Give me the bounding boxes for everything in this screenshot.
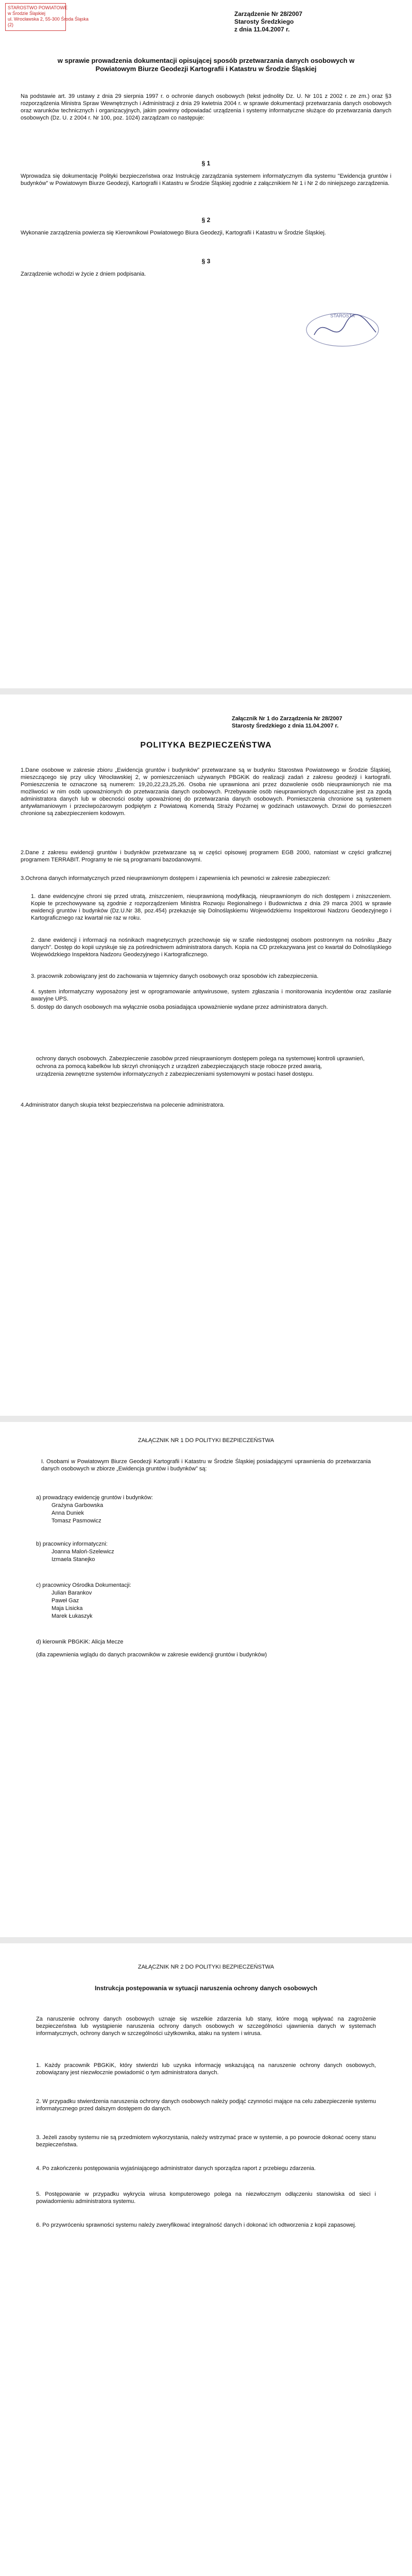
annex-2-header: ZAŁĄCZNIK NR 2 DO POLITYKI BEZPIECZEŃSTWA (138, 1964, 274, 1970)
list-item: Maja Lisicka (52, 1605, 83, 1612)
policy-item-5: 5. dostęp do danych osobowych ma wyłącznie osoba posiadająca upoważnienie wydane przez administratora danych. (31, 1004, 328, 1010)
policy-item-2: 2. dane ewidencji i informacji na nośnikach magnetycznych przechowuje się w szafie niedostępnej osobom postronnym na nośniku „Bazy danych”. Dostęp do kopii uzyskuje się za pośrednictwem administratora danych. Kopia na CD przekazywana jest co kwartał do Dolnośląskiego Wojewódzkiego Inspektora Nadzoru Geodezyjnego i Kartograficznego. (31, 937, 391, 958)
policy-para-2: 2.Dane z zakresu ewidencji gruntów i budynków przetwarzane są w części opisowej programem EGB 2000, natomiast w części graficznej programem TERRABIT. Programy te nie są programami bazodanowymi. (21, 850, 391, 863)
policy-item-3: 3. pracownik zobowiązany jest do zachowania w tajemnicy danych osobowych oraz sposobów ich zabezpieczenia. (31, 973, 319, 979)
annex-1-header: ZAŁĄCZNIK NR 1 DO POLITYKI BEZPIECZEŃSTWA (138, 1437, 274, 1444)
page-separator (0, 1416, 412, 1422)
paragraph-1: Wprowadza się dokumentację Polityki bezpieczeństwa oraz Instrukcję zarządzania systemem informatycznym dla systemu "Ewidencja gruntów i budynków" w Powiatowym Biurze Geodezji, Kartografii i Katastru w Środzie Śląskiej zgodnie z załącznikiem Nr 1 i Nr 2 do niniejszego zarządzenia. (21, 173, 391, 187)
authorized-note: (dla zapewnienia wglądu do danych pracowników w zakresie ewidencji gruntów i budynków) (36, 1652, 267, 1658)
list-item: Marek Łukaszyk (52, 1613, 93, 1619)
policy-sublist (36, 1055, 386, 1078)
authorized-group-c: c) pracownicy Ośrodka Dokumentacji: Julian Barankov Paweł Gaz Maja Lisicka Marek Łukaszyk (36, 1582, 386, 1620)
policy-para-3: 3.Ochrona danych informatycznych przed nieuprawnionym dostępem i zapewnienia ich pewności w zakresie zabezpieczeń: (21, 875, 331, 882)
page-2 (0, 694, 412, 1416)
document-header: Zarządzenie Nr 28/2007 Starosty Średzkiego z dnia 11.04.2007 r. (234, 10, 303, 33)
svg-text:STAROSTA: STAROSTA (330, 313, 355, 318)
list-item: Tomasz Pasmowicz (52, 1518, 101, 1524)
authorized-group-b: b) pracownicy informatyczni: Joanna Maloń-Szelewicz Izmaela Stanejko (36, 1540, 386, 1564)
list-item: ochrona za pomocą kabelków lub skrzyń chroniących z urządzeń zabezpieczających stacje robocze przed awarią, (36, 1063, 322, 1070)
list-item: Paweł Gaz (52, 1598, 79, 1604)
policy-title: POLITYKA BEZPIECZEŃSTWA (140, 741, 272, 750)
paragraph-3: Zarządzenie wchodzi w życie z dniem podpisania. (21, 271, 146, 277)
section-2: § 2 (201, 216, 211, 224)
preamble: Na podstawie art. 39 ustawy z dnia 29 sierpnia 1997 r. o ochronie danych osobowych (tekst jednolity Dz. U. Nr 101 z 2002 r. ze zm.) oraz §3 rozporządzenia Ministra Spraw Wewnętrznych i Administracji z dnia 29 kwietnia 2004 r. w sprawie dokumentacji przetwarzania danych osobowych oraz warunków technicznych i organizacyjnych, jakim powinny odpowiadać urządzenia i systemy informatyczne służące do przetwarzania danych osobowych (Dz. U. z 2004 r. Nr 100, poz. 1024) zarządzam co następuje: (21, 93, 391, 121)
authorized-group-a: a) prowadzący ewidencję gruntów i budynków: Grażyna Garbowska Anna Duniek Tomasz Pasmowicz (36, 1494, 386, 1525)
page-separator (0, 1937, 412, 1943)
policy-item-4: 4. system informatyczny wyposażony jest w oprogramowanie antywirusowe, system zgłaszania i monitorowania incydentów oraz zasilanie awaryjne UPS. (31, 989, 391, 1002)
incident-para-1: 1. Każdy pracownik PBGKiK, który stwierdzi lub uzyska informację wskazującą na naruszenie ochrony danych osobowych, zobowiązany jest niezwłocznie powiadomić o tym administratora danych. (36, 2062, 376, 2076)
authorized-group-d: d) kierownik PBGKiK: Alicja Mecze (36, 1639, 124, 1645)
policy-closing: 4.Administrator danych skupia tekst bezpieczeństwa na polecenie administratora. (21, 1102, 225, 1108)
incident-para-5: 5. Postępowanie w przypadku wykrycia wirusa komputerowego polega na niezwłocznym odłączeniu stanowiska od sieci i powiadomieniu administratora systemu. (36, 2191, 376, 2205)
incident-para-2: 2. W przypadku stwierdzenia naruszenia ochrony danych osobowych należy podjąć czynności mające na celu zabezpieczenie systemu informatycznego przed dalszym dostępem do danych. (36, 2098, 376, 2112)
document-subject: w sprawie prowadzenia dokumentacji opisującej sposób przetwarzania danych osobowych w Powiatowym Biurze Geodezji Kartografii i Katastru w Środzie Śląskiej (57, 57, 355, 73)
incident-para-6: 6. Po przywróceniu sprawności systemu należy zweryfikować integralność danych i dokonać ich odtworzenia z kopii zapasowej. (36, 2222, 356, 2228)
list-item: Julian Barankov (52, 1590, 92, 1596)
authorized-intro: I. Osobami w Powiatowym Biurze Geodezji Kartografii i Katastru w Środzie Śląskiej posiadającymi uprawnienia do przetwarzania danych osobowych w zbiorze „Ewidencja gruntów i budynków” są: (41, 1459, 371, 1472)
section-1: § 1 (201, 160, 211, 167)
paragraph-2: Wykonanie zarządzenia powierza się Kierownikowi Powiatowego Biura Geodezji, Kartografii i Katastru w Środzie Śląskiej. (21, 230, 326, 236)
page-3 (0, 1422, 412, 1937)
section-3: § 3 (201, 258, 211, 265)
list-item: Izmaela Stanejko (52, 1556, 95, 1563)
list-item: Joanna Maloń-Szelewicz (52, 1549, 114, 1555)
incident-instruction-title: Instrukcja postępowania w sytuacji naruszenia ochrony danych osobowych (94, 1985, 318, 1992)
policy-para-1: 1.Dane osobowe w zakresie zbioru „Ewidencja gruntów i budynków” przetwarzane są w budynku Starostwa Powiatowego w Środzie Śląskiej, mieszczącego się przy ulicy Wrocławskiej 2, w pomieszczeniach używanych PBGKiK do realizacji zadań z zakresu geodezji i kartografii. Pomieszczenia te oznaczone są numerem: 19,20,22,23,25,26. Osoba nie uprawniona ani przez dozwolenie osób nieuprawnionych nie ma możliwości w nim osób upoważnionych do przetwarzania danych osobowych. Przebywanie osób nieuprawnionych dopuszczalne jest za zgodą administratora danych lub w obecności osoby upoważnionej do przetwarzania danych osobowych. Pomieszczenia chronione są systemem antywłamaniowym i przeciwpożarowym podpiętym z Powiatową Komendą Straży Pożarnej w godzinach ustawowych. Drzwi do pomieszczeń chronione są zabezpieczeniem kodowym. (21, 767, 391, 817)
list-item: ochrony danych osobowych. Zabezpieczenie zasobów przed nieuprawnionym dostępem polega na systemowej kontroli uprawnień, (36, 1056, 365, 1062)
list-item: Anna Duniek (52, 1510, 84, 1516)
page-separator (0, 688, 412, 694)
incident-para-4: 4. Po zakończeniu postępowania wyjaśniającego administrator danych sporządza raport z przebiegu zdarzenia. (36, 2165, 316, 2172)
signature-stamp (299, 309, 386, 350)
list-item: Grażyna Garbowska (52, 1502, 104, 1509)
policy-item-1: 1. dane ewidencyjne chroni się przed utratą, zniszczeniem, nieuprawnioną modyfikacją, nieuprawnionym do nich dostępem i zniszczeniem. Kopie te przechowywane są zgodnie z rozporządzeniem Ministra Rozwoju Regionalnego i Budownictwa z dnia 29 marca 2001 w sprawie ewidencji gruntów i budynków (Dz.U.Nr 38, poz.454) przekazuje się Dolnośląskiemu Wojewódzkiemu Inspektorowi Nadzoru Geodezyjnego i Kartograficznego raz kwartał nie raz w roku. (31, 893, 391, 921)
annex-header: Załącznik Nr 1 do Zarządzenia Nr 28/2007 Starosty Średzkiego z dnia 11.04.2007 r. (232, 716, 342, 729)
page-4 (0, 1943, 412, 2576)
office-stamp: STAROSTWO POWIATOWE w Środzie Śląskiej ul. Wrocławska 2, 55-300 Środa Śląska (2) (5, 3, 66, 31)
page-1 (0, 0, 412, 688)
list-item: urządzenia zewnętrzne systemów informatycznych z zabezpieczeniami systemowymi w postaci haseł dostępu. (36, 1071, 314, 1077)
incident-para-0: Za naruszenie ochrony danych osobowych uznaje się wszelkie zdarzenia lub stany, które mogą wpływać na zagrożenie bezpieczeństwa lub wystąpienie naruszenia ochrony danych osobowych w szczególności ujawnienia danych w systemach informatycznych, ochrony danych w szczególności użytkownika, ataku na system i wirusa. (36, 2016, 376, 2037)
incident-para-3: 3. Jeżeli zasoby systemu nie są przedmiotem wykorzystania, należy wstrzymać prace w systemie, a po powrocie dokonać oceny stanu bezpieczeństwa. (36, 2134, 376, 2148)
